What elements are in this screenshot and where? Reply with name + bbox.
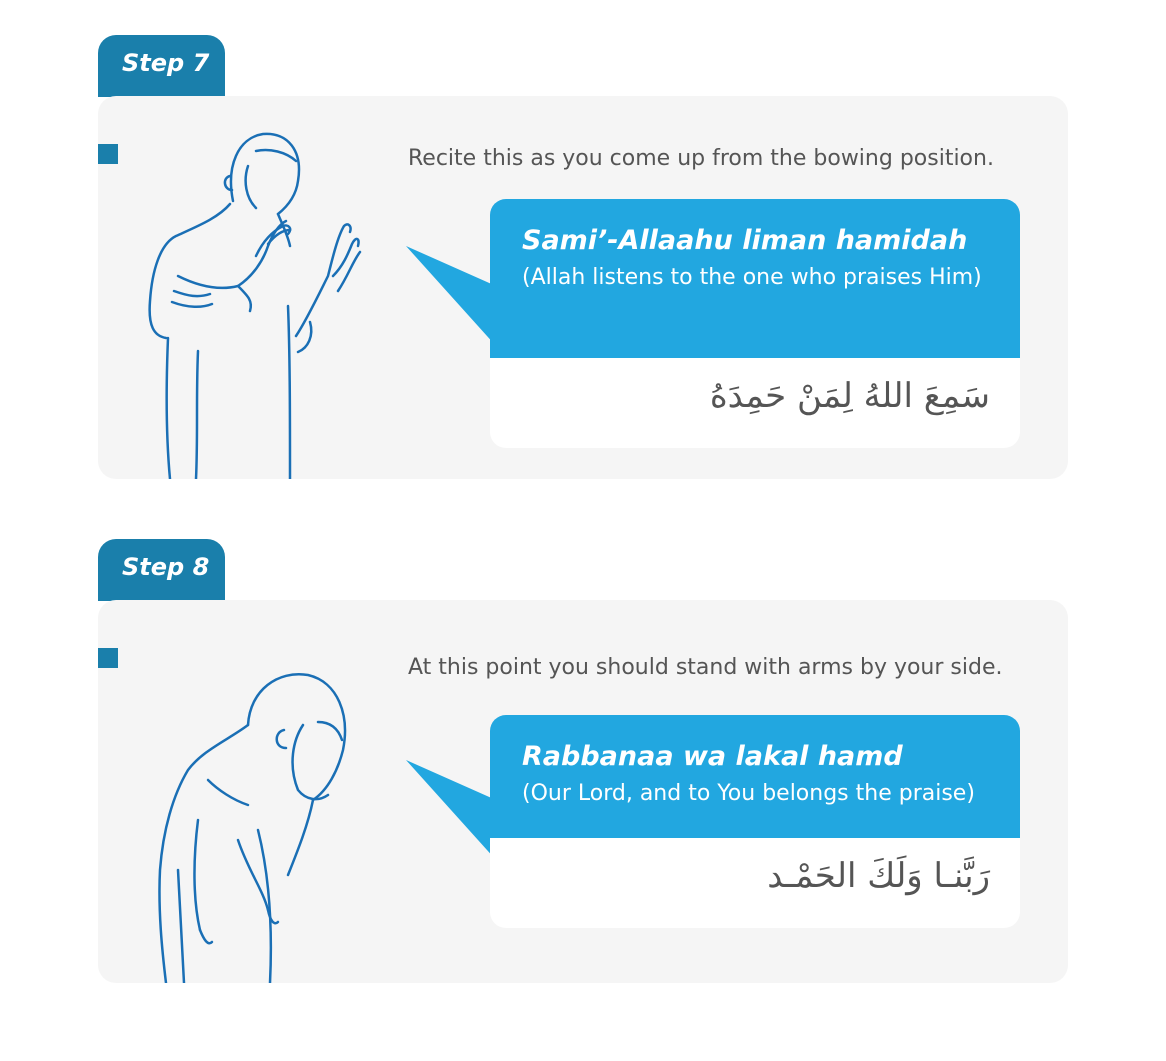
standing-figure-illustration	[138, 630, 378, 983]
step-instruction: At this point you should stand with arms by your side.	[408, 655, 1003, 680]
step-label: Step 7	[98, 35, 225, 97]
step-card	[98, 96, 1068, 479]
tab-join	[98, 648, 118, 668]
recitation-bubble	[490, 715, 1020, 928]
speech-pointer	[406, 760, 496, 860]
arabic-text: سَمِعَ اللهُ لِمَنْ حَمِدَهُ	[709, 376, 990, 416]
recitation-bubble	[490, 199, 1020, 448]
arabic-text: رَبَّنـا وَلَكَ الحَمْـد	[767, 856, 990, 896]
speech-pointer	[406, 246, 496, 346]
transliteration-text: Rabbanaa wa lakal hamd	[522, 741, 903, 772]
step-instruction: Recite this as you come up from the bowing position.	[408, 146, 994, 171]
step-card	[98, 600, 1068, 983]
step-label: Step 8	[98, 539, 225, 601]
recitation-bubble-header	[490, 715, 1020, 838]
translation-text: (Our Lord, and to You belongs the praise)	[522, 781, 975, 806]
raising-hands-figure-illustration	[138, 126, 378, 479]
transliteration-text: Sami’-Allaahu liman hamidah	[522, 225, 968, 256]
tab-join	[98, 144, 118, 164]
recitation-bubble-header	[490, 199, 1020, 358]
translation-text: (Allah listens to the one who praises Him)	[522, 265, 982, 290]
